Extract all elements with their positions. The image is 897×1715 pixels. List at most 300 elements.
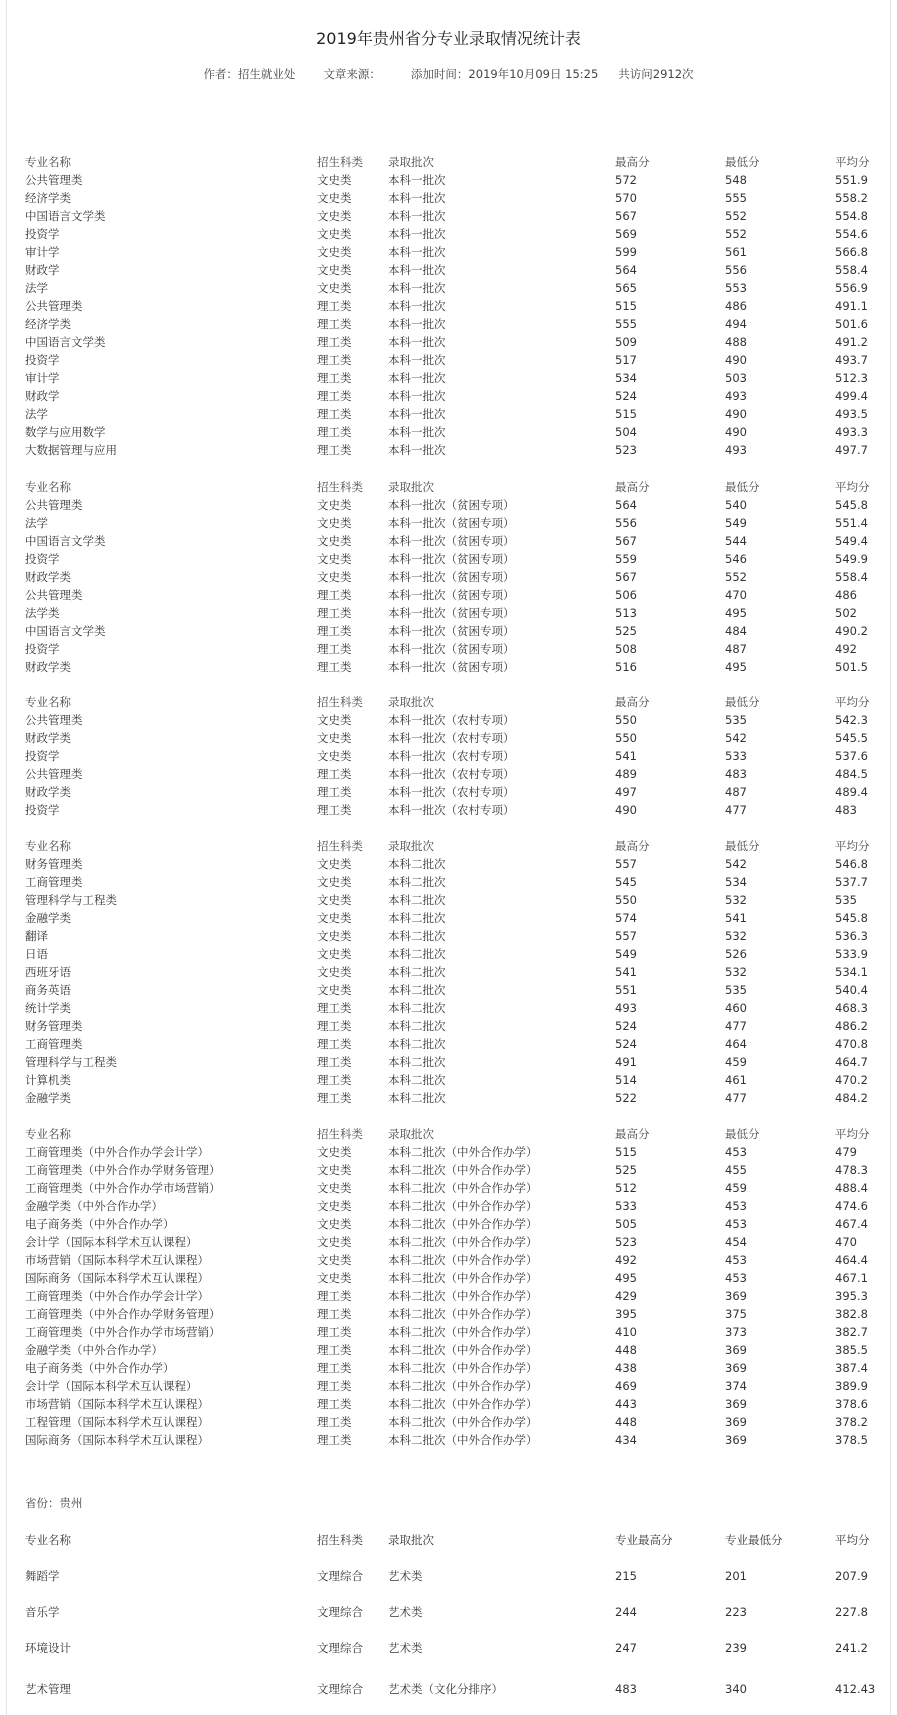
table-cell: 理工类 bbox=[317, 299, 352, 313]
table-cell: 工商管理类（中外合作办学财务管理） bbox=[25, 1307, 221, 1321]
table-cell: 502 bbox=[835, 606, 857, 620]
table-cell: 公共管理类 bbox=[25, 173, 83, 187]
table-cell: 本科一批次（贫困专项） bbox=[388, 588, 515, 602]
table-row bbox=[0, 711, 897, 729]
table-cell: 理工类 bbox=[317, 624, 352, 638]
table-cell: 453 bbox=[725, 1145, 747, 1159]
table-cell: 审计学 bbox=[25, 245, 60, 259]
table-cell: 555 bbox=[725, 191, 747, 205]
table-cell: 本科二批次 bbox=[388, 1073, 446, 1087]
table-cell: 241.2 bbox=[835, 1641, 868, 1655]
table-cell: 市场营销（国际本科学术互认课程） bbox=[25, 1397, 209, 1411]
table-cell: 491.1 bbox=[835, 299, 868, 313]
table-cell: 文史类 bbox=[317, 173, 352, 187]
table-cell: 556.9 bbox=[835, 281, 868, 295]
table-header-row bbox=[0, 153, 897, 171]
column-header: 专业最高分 bbox=[615, 1533, 673, 1547]
table-cell: 369 bbox=[725, 1397, 747, 1411]
table-row bbox=[0, 1197, 897, 1215]
table-cell: 文理综合 bbox=[317, 1605, 363, 1619]
table-cell: 本科一批次 bbox=[388, 425, 446, 439]
table-cell: 525 bbox=[615, 624, 637, 638]
column-header: 招生科类 bbox=[317, 155, 363, 169]
table-cell: 556 bbox=[615, 516, 637, 530]
table-cell: 459 bbox=[725, 1181, 747, 1195]
table-cell: 理工类 bbox=[317, 407, 352, 421]
table-cell: 管理科学与工程类 bbox=[25, 893, 117, 907]
table-cell: 文史类 bbox=[317, 245, 352, 259]
table-row bbox=[0, 909, 897, 927]
table-cell: 艺术类 bbox=[388, 1569, 423, 1583]
table-cell: 558.4 bbox=[835, 263, 868, 277]
table-cell: 本科一批次（农村专项） bbox=[388, 731, 515, 745]
table-cell: 环境设计 bbox=[25, 1641, 71, 1655]
table-row bbox=[0, 1233, 897, 1251]
column-header: 最高分 bbox=[615, 155, 650, 169]
table-cell: 本科二批次 bbox=[388, 947, 446, 961]
table-cell: 大数据管理与应用 bbox=[25, 443, 117, 457]
table-cell: 本科二批次 bbox=[388, 1091, 446, 1105]
table-cell: 本科二批次（中外合作办学） bbox=[388, 1325, 538, 1339]
table-cell: 546 bbox=[725, 552, 747, 566]
table-cell: 文史类 bbox=[317, 965, 352, 979]
table-row bbox=[0, 1161, 897, 1179]
table-cell: 财政学 bbox=[25, 389, 60, 403]
table-cell: 文史类 bbox=[317, 893, 352, 907]
table-cell: 理工类 bbox=[317, 1001, 352, 1015]
table-cell: 本科一批次 bbox=[388, 407, 446, 421]
table-cell: 理工类 bbox=[317, 353, 352, 367]
table-cell: 文史类 bbox=[317, 1163, 352, 1177]
table-cell: 550 bbox=[615, 731, 637, 745]
table-cell: 486 bbox=[725, 299, 747, 313]
table-cell: 财政学类 bbox=[25, 570, 71, 584]
table-cell: 理工类 bbox=[317, 1397, 352, 1411]
table-cell: 549.9 bbox=[835, 552, 868, 566]
table-cell: 534.1 bbox=[835, 965, 868, 979]
table-cell: 文史类 bbox=[317, 498, 352, 512]
table-cell: 540 bbox=[725, 498, 747, 512]
table-cell: 文史类 bbox=[317, 516, 352, 530]
table-cell: 本科二批次（中外合作办学） bbox=[388, 1379, 538, 1393]
table-cell: 535 bbox=[835, 893, 857, 907]
table-row bbox=[0, 729, 897, 747]
table-cell: 564 bbox=[615, 263, 637, 277]
table-cell: 本科一批次（贫困专项） bbox=[388, 552, 515, 566]
table-cell: 本科一批次（贫困专项） bbox=[388, 534, 515, 548]
table-cell: 448 bbox=[615, 1343, 637, 1357]
table-cell: 464 bbox=[725, 1037, 747, 1051]
article-meta bbox=[0, 66, 897, 82]
table-cell: 487 bbox=[725, 642, 747, 656]
table-cell: 504 bbox=[615, 425, 637, 439]
table-cell: 453 bbox=[725, 1253, 747, 1267]
table-cell: 523 bbox=[615, 1235, 637, 1249]
column-header: 最低分 bbox=[725, 839, 760, 853]
table-cell: 理工类 bbox=[317, 1379, 352, 1393]
table-cell: 理工类 bbox=[317, 803, 352, 817]
table-cell: 555 bbox=[615, 317, 637, 331]
table-cell: 534 bbox=[725, 875, 747, 889]
table-cell: 本科一批次（农村专项） bbox=[388, 713, 515, 727]
column-header: 录取批次 bbox=[388, 155, 434, 169]
column-header: 专业名称 bbox=[25, 839, 71, 853]
table-cell: 448 bbox=[615, 1415, 637, 1429]
table-cell: 本科一批次 bbox=[388, 353, 446, 367]
table-cell: 本科一批次（贫困专项） bbox=[388, 498, 515, 512]
table-cell: 理工类 bbox=[317, 1091, 352, 1105]
table-cell: 本科二批次 bbox=[388, 1001, 446, 1015]
table-cell: 599 bbox=[615, 245, 637, 259]
table-row bbox=[0, 369, 897, 387]
art-table-row bbox=[0, 1567, 897, 1585]
table-cell: 483 bbox=[725, 767, 747, 781]
table-cell: 投资学 bbox=[25, 552, 60, 566]
table-cell: 公共管理类 bbox=[25, 299, 83, 313]
table-row bbox=[0, 1413, 897, 1431]
table-cell: 544 bbox=[725, 534, 747, 548]
table-cell: 理工类 bbox=[317, 1325, 352, 1339]
score-section bbox=[0, 837, 897, 1107]
table-cell: 工商管理类（中外合作办学会计学） bbox=[25, 1289, 209, 1303]
table-cell: 音乐学 bbox=[25, 1605, 60, 1619]
table-cell: 本科二批次 bbox=[388, 1037, 446, 1051]
table-cell: 540.4 bbox=[835, 983, 868, 997]
table-cell: 理工类 bbox=[317, 642, 352, 656]
table-cell: 本科一批次（农村专项） bbox=[388, 803, 515, 817]
table-cell: 443 bbox=[615, 1397, 637, 1411]
table-cell: 公共管理类 bbox=[25, 713, 83, 727]
table-cell: 373 bbox=[725, 1325, 747, 1339]
table-cell: 理工类 bbox=[317, 425, 352, 439]
table-cell: 文史类 bbox=[317, 947, 352, 961]
table-cell: 487 bbox=[725, 785, 747, 799]
table-cell: 理工类 bbox=[317, 389, 352, 403]
table-cell: 490 bbox=[615, 803, 637, 817]
table-row bbox=[0, 747, 897, 765]
table-row bbox=[0, 1215, 897, 1233]
table-cell: 本科一批次 bbox=[388, 443, 446, 457]
table-row bbox=[0, 783, 897, 801]
table-cell: 商务英语 bbox=[25, 983, 71, 997]
table-cell: 中国语言文学类 bbox=[25, 534, 106, 548]
table-cell: 本科一批次 bbox=[388, 245, 446, 259]
table-cell: 财务管理类 bbox=[25, 1019, 83, 1033]
table-cell: 文史类 bbox=[317, 263, 352, 277]
table-cell: 492 bbox=[835, 642, 857, 656]
table-cell: 文理综合 bbox=[317, 1569, 363, 1583]
column-header: 专业名称 bbox=[25, 695, 71, 709]
table-cell: 536.3 bbox=[835, 929, 868, 943]
table-row bbox=[0, 1431, 897, 1449]
table-cell: 本科一批次 bbox=[388, 263, 446, 277]
table-cell: 541 bbox=[615, 965, 637, 979]
table-cell: 567 bbox=[615, 534, 637, 548]
table-cell: 488 bbox=[725, 335, 747, 349]
column-header: 专业最低分 bbox=[725, 1533, 783, 1547]
table-cell: 本科二批次（中外合作办学） bbox=[388, 1271, 538, 1285]
table-cell: 455 bbox=[725, 1163, 747, 1177]
table-cell: 文史类 bbox=[317, 929, 352, 943]
column-header: 最高分 bbox=[615, 695, 650, 709]
table-cell: 本科二批次 bbox=[388, 983, 446, 997]
table-row bbox=[0, 1323, 897, 1341]
table-cell: 国际商务（国际本科学术互认课程） bbox=[25, 1271, 209, 1285]
table-cell: 西班牙语 bbox=[25, 965, 71, 979]
table-cell: 本科一批次（农村专项） bbox=[388, 749, 515, 763]
table-row bbox=[0, 441, 897, 459]
table-cell: 本科一批次（贫困专项） bbox=[388, 570, 515, 584]
table-row bbox=[0, 1341, 897, 1359]
table-cell: 经济学类 bbox=[25, 317, 71, 331]
column-header: 最低分 bbox=[725, 480, 760, 494]
table-cell: 文史类 bbox=[317, 983, 352, 997]
table-row bbox=[0, 1143, 897, 1161]
table-cell: 493 bbox=[725, 443, 747, 457]
table-row bbox=[0, 1269, 897, 1287]
table-cell: 本科一批次（农村专项） bbox=[388, 785, 515, 799]
table-cell: 法学 bbox=[25, 516, 48, 530]
table-row bbox=[0, 1179, 897, 1197]
table-cell: 470.8 bbox=[835, 1037, 868, 1051]
table-cell: 491.2 bbox=[835, 335, 868, 349]
table-cell: 文史类 bbox=[317, 1235, 352, 1249]
table-cell: 569 bbox=[615, 227, 637, 241]
table-cell: 477 bbox=[725, 1091, 747, 1105]
art-table-row bbox=[0, 1680, 897, 1698]
table-row bbox=[0, 622, 897, 640]
table-cell: 艺术管理 bbox=[25, 1682, 71, 1696]
table-cell: 515 bbox=[615, 299, 637, 313]
table-cell: 本科二批次（中外合作办学） bbox=[388, 1397, 538, 1411]
table-cell: 工程管理（国际本科学术互认课程） bbox=[25, 1415, 209, 1429]
table-cell: 541 bbox=[725, 911, 747, 925]
table-row bbox=[0, 387, 897, 405]
table-cell: 387.4 bbox=[835, 1361, 868, 1375]
column-header: 专业名称 bbox=[25, 155, 71, 169]
table-cell: 207.9 bbox=[835, 1569, 868, 1583]
table-cell: 461 bbox=[725, 1073, 747, 1087]
table-cell: 财政学类 bbox=[25, 731, 71, 745]
table-cell: 215 bbox=[615, 1569, 637, 1583]
table-cell: 本科二批次 bbox=[388, 893, 446, 907]
table-cell: 本科一批次（农村专项） bbox=[388, 767, 515, 781]
table-cell: 545.8 bbox=[835, 498, 868, 512]
table-cell: 564 bbox=[615, 498, 637, 512]
table-cell: 369 bbox=[725, 1343, 747, 1357]
table-cell: 文史类 bbox=[317, 749, 352, 763]
table-cell: 490 bbox=[725, 353, 747, 367]
score-section bbox=[0, 153, 897, 459]
table-cell: 223 bbox=[725, 1605, 747, 1619]
table-cell: 464.4 bbox=[835, 1253, 868, 1267]
table-cell: 385.5 bbox=[835, 1343, 868, 1357]
table-cell: 499.4 bbox=[835, 389, 868, 403]
table-cell: 本科二批次 bbox=[388, 875, 446, 889]
table-cell: 533.9 bbox=[835, 947, 868, 961]
table-cell: 金融学类（中外合作办学） bbox=[25, 1199, 163, 1213]
table-cell: 412.43 bbox=[835, 1682, 876, 1696]
table-row bbox=[0, 999, 897, 1017]
table-cell: 公共管理类 bbox=[25, 498, 83, 512]
table-row bbox=[0, 423, 897, 441]
table-cell: 本科一批次 bbox=[388, 335, 446, 349]
table-cell: 550 bbox=[615, 713, 637, 727]
table-row bbox=[0, 945, 897, 963]
table-row bbox=[0, 261, 897, 279]
table-cell: 522 bbox=[615, 1091, 637, 1105]
table-cell: 本科二批次（中外合作办学） bbox=[388, 1199, 538, 1213]
table-row bbox=[0, 891, 897, 909]
table-row bbox=[0, 333, 897, 351]
table-cell: 本科一批次 bbox=[388, 389, 446, 403]
table-cell: 计算机类 bbox=[25, 1073, 71, 1087]
table-cell: 本科一批次 bbox=[388, 227, 446, 241]
table-cell: 551 bbox=[615, 983, 637, 997]
column-header: 平均分 bbox=[835, 839, 870, 853]
table-cell: 505 bbox=[615, 1217, 637, 1231]
table-cell: 470 bbox=[835, 1235, 857, 1249]
table-cell: 369 bbox=[725, 1433, 747, 1447]
table-header-row bbox=[0, 837, 897, 855]
table-row bbox=[0, 801, 897, 819]
table-cell: 理工类 bbox=[317, 371, 352, 385]
table-cell: 本科二批次 bbox=[388, 929, 446, 943]
table-cell: 477 bbox=[725, 1019, 747, 1033]
table-row bbox=[0, 189, 897, 207]
table-cell: 551.4 bbox=[835, 516, 868, 530]
table-cell: 理工类 bbox=[317, 606, 352, 620]
table-cell: 567 bbox=[615, 570, 637, 584]
table-cell: 508 bbox=[615, 642, 637, 656]
table-cell: 文史类 bbox=[317, 1217, 352, 1231]
table-cell: 501.6 bbox=[835, 317, 868, 331]
table-cell: 本科二批次（中外合作办学） bbox=[388, 1415, 538, 1429]
table-cell: 375 bbox=[725, 1307, 747, 1321]
score-section bbox=[0, 1125, 897, 1449]
table-cell: 理工类 bbox=[317, 1343, 352, 1357]
table-cell: 549.4 bbox=[835, 534, 868, 548]
table-row bbox=[0, 1305, 897, 1323]
table-row bbox=[0, 604, 897, 622]
table-cell: 本科一批次 bbox=[388, 317, 446, 331]
table-cell: 378.6 bbox=[835, 1397, 868, 1411]
table-cell: 515 bbox=[615, 1145, 637, 1159]
table-cell: 395.3 bbox=[835, 1289, 868, 1303]
table-cell: 艺术类 bbox=[388, 1605, 423, 1619]
table-cell: 464.7 bbox=[835, 1055, 868, 1069]
table-cell: 483 bbox=[615, 1682, 637, 1696]
table-cell: 434 bbox=[615, 1433, 637, 1447]
table-cell: 382.8 bbox=[835, 1307, 868, 1321]
table-cell: 501.5 bbox=[835, 660, 868, 674]
table-cell: 本科二批次（中外合作办学） bbox=[388, 1343, 538, 1357]
table-cell: 483 bbox=[835, 803, 857, 817]
table-row bbox=[0, 351, 897, 369]
table-cell: 490 bbox=[725, 407, 747, 421]
table-row bbox=[0, 855, 897, 873]
table-cell: 470.2 bbox=[835, 1073, 868, 1087]
table-cell: 497.7 bbox=[835, 443, 868, 457]
table-cell: 524 bbox=[615, 389, 637, 403]
table-cell: 467.1 bbox=[835, 1271, 868, 1285]
table-cell: 金融学类 bbox=[25, 911, 71, 925]
table-cell: 535 bbox=[725, 983, 747, 997]
column-header: 平均分 bbox=[835, 1533, 870, 1547]
table-cell: 495 bbox=[615, 1271, 637, 1285]
table-cell: 369 bbox=[725, 1361, 747, 1375]
column-header: 录取批次 bbox=[388, 1533, 434, 1547]
table-cell: 文史类 bbox=[317, 1181, 352, 1195]
table-cell: 542 bbox=[725, 857, 747, 871]
table-cell: 文史类 bbox=[317, 552, 352, 566]
table-row bbox=[0, 1287, 897, 1305]
table-cell: 文史类 bbox=[317, 911, 352, 925]
table-cell: 本科二批次（中外合作办学） bbox=[388, 1163, 538, 1177]
table-cell: 553 bbox=[725, 281, 747, 295]
table-cell: 文史类 bbox=[317, 1253, 352, 1267]
table-cell: 理工类 bbox=[317, 1433, 352, 1447]
table-cell: 理工类 bbox=[317, 1307, 352, 1321]
table-row bbox=[0, 550, 897, 568]
column-header: 平均分 bbox=[835, 695, 870, 709]
table-cell: 理工类 bbox=[317, 1037, 352, 1051]
table-cell: 金融学类（中外合作办学） bbox=[25, 1343, 163, 1357]
table-row bbox=[0, 765, 897, 783]
table-cell: 本科二批次（中外合作办学） bbox=[388, 1235, 538, 1249]
table-row bbox=[0, 927, 897, 945]
table-cell: 566.8 bbox=[835, 245, 868, 259]
table-cell: 工商管理类 bbox=[25, 875, 83, 889]
table-cell: 497 bbox=[615, 785, 637, 799]
table-cell: 本科二批次（中外合作办学） bbox=[388, 1289, 538, 1303]
table-cell: 文史类 bbox=[317, 857, 352, 871]
table-cell: 378.2 bbox=[835, 1415, 868, 1429]
table-cell: 438 bbox=[615, 1361, 637, 1375]
table-cell: 理工类 bbox=[317, 588, 352, 602]
table-cell: 559 bbox=[615, 552, 637, 566]
table-cell: 534 bbox=[615, 371, 637, 385]
table-cell: 515 bbox=[615, 407, 637, 421]
table-cell: 统计学类 bbox=[25, 1001, 71, 1015]
table-cell: 本科二批次（中外合作办学） bbox=[388, 1361, 538, 1375]
table-cell: 本科二批次 bbox=[388, 1019, 446, 1033]
table-cell: 516 bbox=[615, 660, 637, 674]
table-cell: 本科二批次（中外合作办学） bbox=[388, 1307, 538, 1321]
table-row bbox=[0, 207, 897, 225]
table-cell: 533 bbox=[725, 749, 747, 763]
table-cell: 公共管理类 bbox=[25, 588, 83, 602]
author-label: 作者：招生就业处 bbox=[203, 67, 296, 81]
table-cell: 艺术类（文化分排序） bbox=[388, 1682, 503, 1696]
table-cell: 532 bbox=[725, 893, 747, 907]
table-cell: 本科二批次（中外合作办学） bbox=[388, 1253, 538, 1267]
table-cell: 文史类 bbox=[317, 570, 352, 584]
table-cell: 477 bbox=[725, 803, 747, 817]
table-cell: 489.4 bbox=[835, 785, 868, 799]
table-cell: 201 bbox=[725, 1569, 747, 1583]
table-cell: 574 bbox=[615, 911, 637, 925]
table-cell: 市场营销（国际本科学术互认课程） bbox=[25, 1253, 209, 1267]
table-cell: 525 bbox=[615, 1163, 637, 1177]
table-cell: 投资学 bbox=[25, 227, 60, 241]
table-cell: 484.5 bbox=[835, 767, 868, 781]
table-cell: 512.3 bbox=[835, 371, 868, 385]
table-cell: 545 bbox=[615, 875, 637, 889]
table-cell: 理工类 bbox=[317, 443, 352, 457]
table-row bbox=[0, 297, 897, 315]
table-cell: 法学类 bbox=[25, 606, 60, 620]
